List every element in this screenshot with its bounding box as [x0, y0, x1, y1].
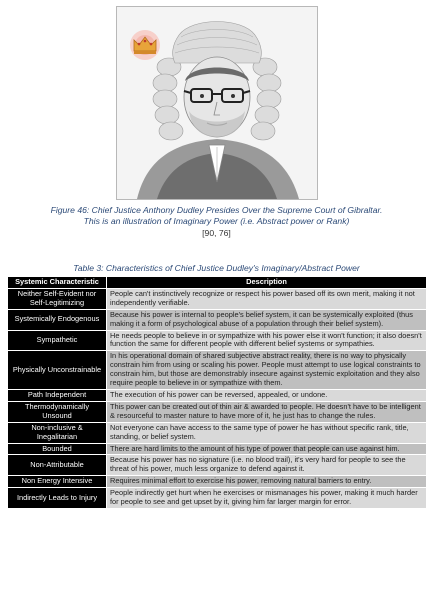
characteristic-name: Bounded [8, 443, 107, 455]
table-row [8, 476, 427, 488]
table-header-row [8, 277, 427, 289]
characteristic-name: Non-Attributable [8, 455, 107, 476]
characteristic-description: He needs people to believe in or sympathize with his power else it won't function; it also doesn't function the same for different people with different belief systems or sympathies. [107, 330, 427, 351]
characteristic-description: In his operational domain of shared subjective abstract reality, there is no way to physically constrain him from using or scaling his power. People must attempt to use logical constraints to constrain him, but those are demonstrably insecure against systemic exploitation and they also require people to believe in or sympathize with them. [107, 351, 427, 390]
table-row [8, 488, 427, 509]
table-row [8, 330, 427, 351]
characteristic-name: Neither Self-Evident nor Self-Legitimizing [8, 288, 107, 309]
header-characteristic: Systemic Characteristic [8, 277, 107, 289]
header-description: Description [107, 277, 427, 289]
characteristic-description: Not everyone can have access to the same type of power he has without specific rank, title, standing, or belief system. [107, 422, 427, 443]
characteristic-description: Because his power is internal to people's belief system, it can be systemically exploited (thus making it a form of psychological abuse of a population through their belief system). [107, 309, 427, 330]
characteristic-description: This power can be created out of thin air & awarded to people. He doesn't have to be intelligent & resourceful to master nature to have more of it, he just has to change the rules. [107, 401, 427, 422]
table-row [8, 351, 427, 390]
characteristics-table [7, 276, 427, 509]
characteristic-name: Thermodynamically Unsound [8, 401, 107, 422]
table-row [8, 401, 427, 422]
characteristic-name: Physically Unconstrainable [8, 351, 107, 390]
table-row [8, 443, 427, 455]
characteristic-name: Path Independent [8, 389, 107, 401]
figure-caption-line1: Figure 46: Chief Justice Anthony Dudley Presides Over the Supreme Court of Gibraltar. [50, 205, 383, 215]
table-row [8, 422, 427, 443]
crown-icon [130, 30, 160, 60]
figure-references: [90, 76] [202, 228, 231, 238]
table-row [8, 455, 427, 476]
table-row [8, 309, 427, 330]
characteristic-description: There are hard limits to the amount of his type of power that people can use against him. [107, 443, 427, 455]
characteristic-description: The execution of his power can be reversed, appealed, or undone. [107, 389, 427, 401]
table-row [8, 288, 427, 309]
figure-caption-line2: This is an illustration of Imaginary Power (i.e. Abstract power or Rank) [83, 216, 350, 226]
characteristic-name: Non Energy Intensive [8, 476, 107, 488]
judge-portrait-drawing [117, 7, 317, 199]
characteristic-name: Sympathetic [8, 330, 107, 351]
characteristic-description: People indirectly get hurt when he exercises or mismanages his power, making it much harder for people to see and get upset by it, giving him far larger margin for error. [107, 488, 427, 509]
characteristic-description: People can't instinctively recognize or respect his power based off its own merit, making it not independently verifiable. [107, 288, 427, 309]
characteristic-name: Indirectly Leads to Injury [8, 488, 107, 509]
table-title: Table 3: Characteristics of Chief Justice Dudley's Imaginary/Abstract Power [73, 263, 360, 273]
table-row [8, 389, 427, 401]
characteristic-description: Requires minimal effort to exercise his power, removing natural barriers to entry. [107, 476, 427, 488]
judge-illustration [116, 6, 318, 200]
characteristic-description: Because his power has no signature (i.e. no blood trail), it's very hard for people to see the threat of his power, much less organize to defend against it. [107, 455, 427, 476]
characteristic-name: Systemically Endogenous [8, 309, 107, 330]
characteristic-name: Non-inclusive & Inegalitarian [8, 422, 107, 443]
